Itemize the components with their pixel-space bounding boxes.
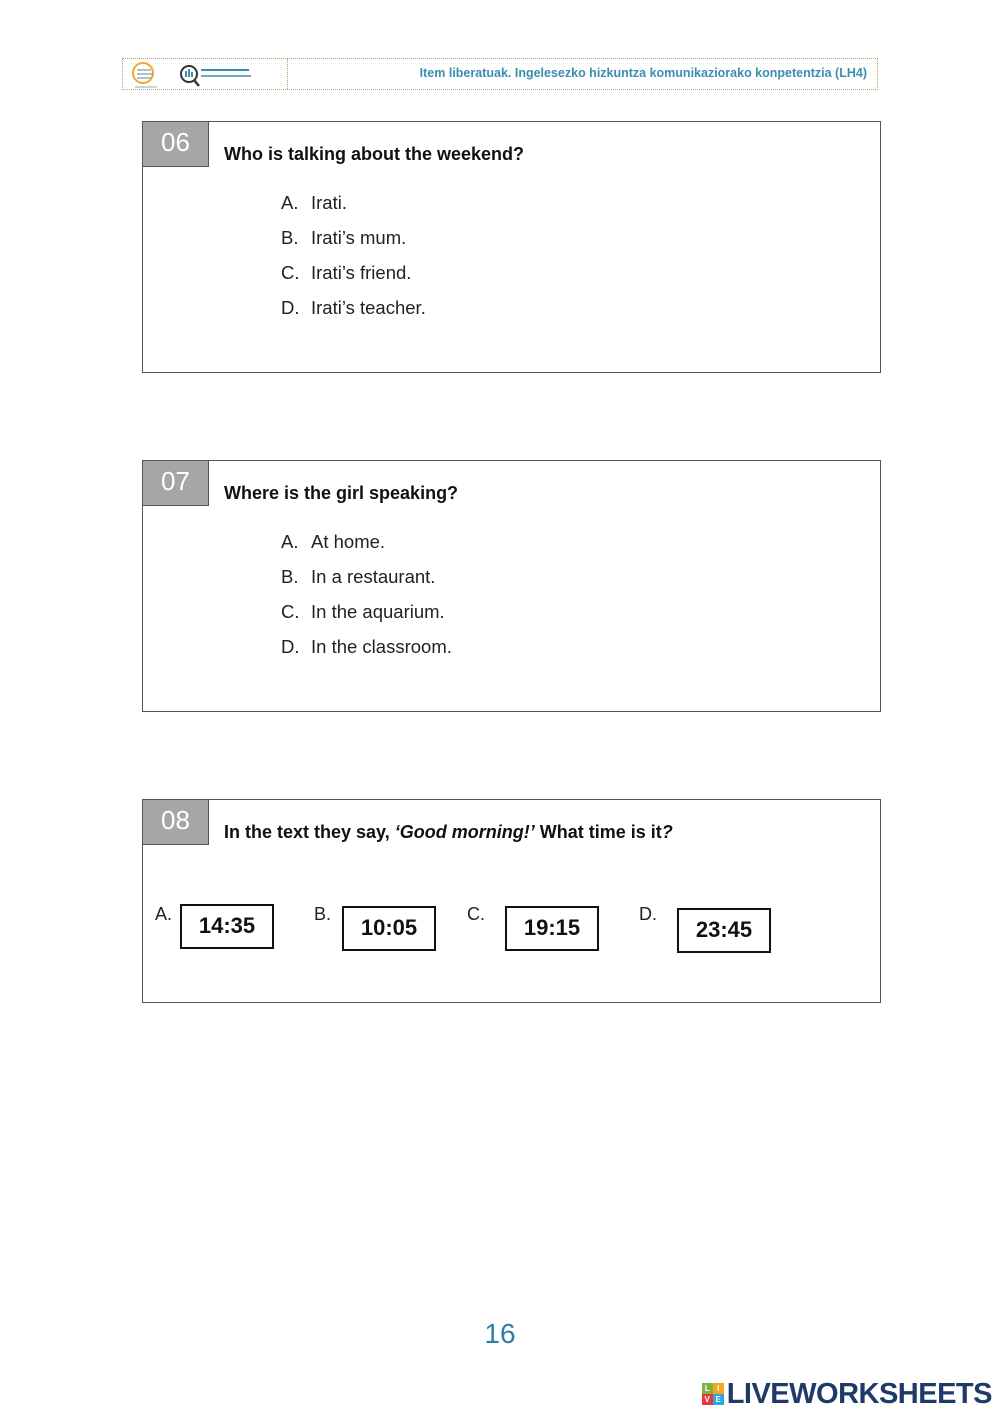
option-text: At home. [311, 531, 386, 552]
option-c[interactable] [281, 601, 452, 636]
question-text: Where is the girl speaking? [224, 483, 459, 503]
time-box: 14:35 [180, 904, 274, 949]
answer-options [281, 531, 452, 671]
page-header [122, 58, 878, 90]
question-number: 07 [143, 461, 209, 506]
institute-logo-icon [129, 61, 161, 89]
option-d[interactable] [281, 297, 426, 332]
option-letter: B. [281, 227, 299, 248]
question-06 [142, 121, 881, 373]
icon-letter-v: V [702, 1394, 713, 1405]
option-b[interactable] [281, 227, 426, 262]
page-number: 16 [484, 1318, 516, 1349]
time-box: 23:45 [677, 908, 771, 953]
option-b[interactable] [281, 566, 452, 601]
question-number: 08 [143, 800, 209, 845]
answer-options [281, 192, 426, 332]
option-text: In a restaurant. [311, 566, 436, 587]
option-c[interactable] [281, 262, 426, 297]
option-text: Irati’s mum. [311, 227, 407, 248]
option-d[interactable] [281, 636, 452, 671]
question-text-suffix: What time is it [534, 822, 662, 842]
time-box: 19:15 [505, 906, 599, 951]
header-logos [123, 59, 288, 89]
question-text-prefix: In the text they say, [224, 822, 395, 842]
question-text [224, 822, 673, 843]
option-letter: B. [314, 904, 332, 924]
option-letter: D. [281, 636, 300, 657]
option-text: Irati’s teacher. [311, 297, 426, 318]
evaluation-logo-icon [179, 63, 259, 87]
liveworksheets-icon [702, 1383, 724, 1405]
option-letter: B. [281, 566, 299, 587]
icon-letter-l: L [702, 1383, 713, 1394]
liveworksheets-text: LIVEWORKSHEETS [726, 1377, 992, 1410]
option-a[interactable] [281, 531, 452, 566]
question-text-quote: ‘Good morning!’ [394, 822, 535, 842]
option-letter: C. [281, 601, 300, 622]
header-title: Item liberatuak. Ingelesezko hizkuntza komunikaziorako konpetentzia (LH4) [419, 66, 867, 80]
option-text: Irati. [311, 192, 347, 213]
option-letter: A. [281, 192, 299, 213]
question-number: 06 [143, 122, 209, 167]
option-letter: C. [467, 904, 485, 924]
question-08 [142, 799, 881, 1003]
option-letter: C. [281, 262, 300, 283]
option-letter: A. [155, 904, 173, 924]
option-letter: D. [281, 297, 300, 318]
option-text: In the aquarium. [311, 601, 445, 622]
time-box: 10:05 [342, 906, 436, 951]
question-text-end: ? [661, 822, 673, 842]
liveworksheets-logo[interactable] [702, 1376, 992, 1412]
option-text: Irati’s friend. [311, 262, 412, 283]
option-a[interactable] [281, 192, 426, 227]
icon-letter-i: I [713, 1383, 724, 1394]
question-07 [142, 460, 881, 712]
question-text: Who is talking about the weekend? [224, 144, 525, 164]
option-letter: A. [281, 531, 299, 552]
icon-letter-e: E [713, 1394, 724, 1405]
option-text: In the classroom. [311, 636, 452, 657]
option-letter: D. [639, 904, 657, 924]
